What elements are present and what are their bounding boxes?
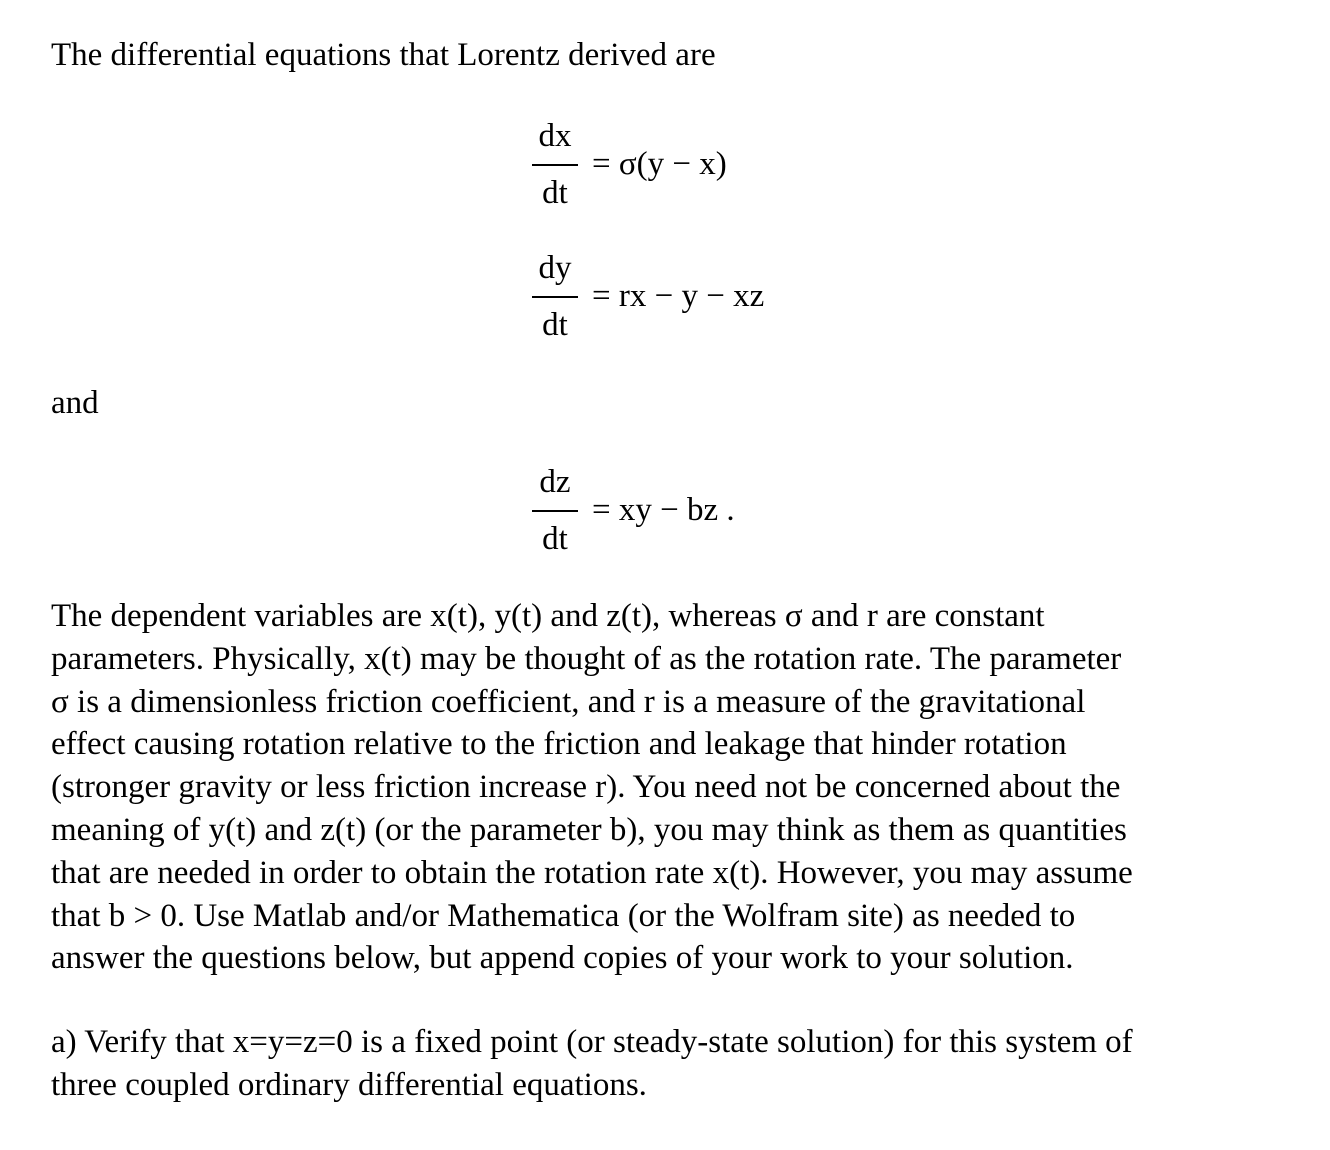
fraction-bar: [532, 164, 578, 166]
fraction-bar: [532, 296, 578, 298]
description-paragraph: [51, 595, 1311, 980]
paragraph-line: (stronger gravity or less friction increase r). You need not be concerned about the: [51, 769, 1121, 806]
question-line: a) Verify that x=y=z=0 is a fixed point (or steady-state solution) for this system of: [51, 1024, 1133, 1060]
paragraph-line: σ is a dimensionless friction coefficient, and r is a measure of the gravitational: [51, 683, 1086, 720]
paragraph-line: that are needed in order to obtain the rotation rate x(t). However, you may assume: [51, 854, 1133, 891]
denominator: dt: [542, 307, 568, 343]
question-line: three coupled ordinary differential equations.: [51, 1066, 647, 1103]
and-text: and: [51, 385, 99, 421]
paragraph-line: parameters. Physically, x(t) may be thought of as the rotation rate. The parameter: [51, 640, 1122, 677]
equation-rhs: = σ(y − x): [592, 146, 727, 182]
equation-rhs: = xy − bz .: [592, 492, 735, 528]
paragraph-line: that b > 0. Use Matlab and/or Mathematica (or the Wolfram site) as needed to: [51, 897, 1076, 934]
denominator: dt: [542, 175, 568, 211]
paragraph-line: The dependent variables are x(t), y(t) and z(t), whereas σ and r are constant: [51, 598, 1045, 634]
question-a: [51, 1021, 1311, 1107]
paragraph-line: effect causing rotation relative to the friction and leakage that hinder rotation: [51, 726, 1067, 763]
numerator: dz: [539, 464, 571, 500]
equation-rhs: = rx − y − xz: [592, 278, 765, 314]
numerator: dy: [538, 250, 572, 286]
denominator: dt: [542, 521, 568, 557]
fraction-bar: [532, 510, 578, 512]
paragraph-line: answer the questions below, but append copies of your work to your solution.: [51, 940, 1074, 977]
intro-text: The differential equations that Lorentz derived are: [51, 37, 716, 73]
paragraph-line: meaning of y(t) and z(t) (or the parameter b), you may think as them as quantities: [51, 811, 1127, 848]
numerator: dx: [538, 118, 572, 154]
